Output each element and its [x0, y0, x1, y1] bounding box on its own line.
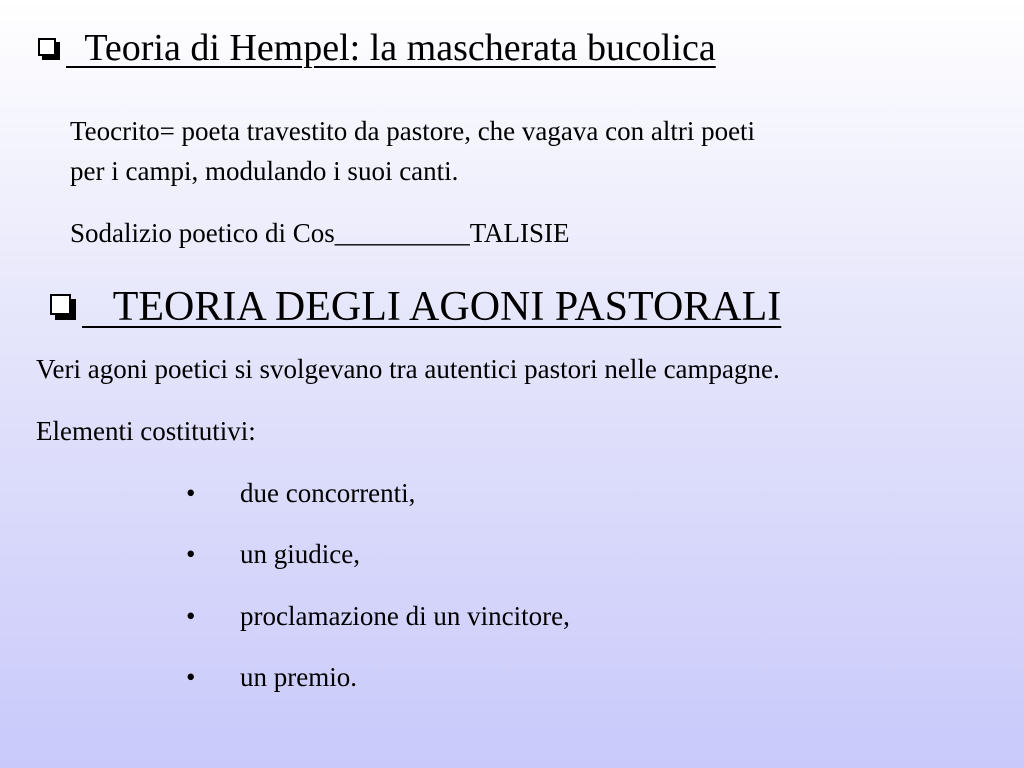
elementi-label: Elementi costitutivi: — [36, 416, 256, 446]
list-item — [186, 657, 357, 697]
checkbox-bullet-icon — [38, 38, 60, 60]
section-heading-agoni-text: TEORIA DEGLI AGONI PASTORALI — [82, 284, 782, 330]
list-item-text: due concorrenti, — [240, 478, 416, 508]
bullet-dot-icon: • — [186, 601, 196, 631]
list-item — [186, 596, 570, 636]
section-heading-hempel — [38, 26, 716, 70]
bullet-dot-icon: • — [186, 539, 196, 569]
list-item-text: un giudice, — [240, 539, 360, 569]
bullet-dot-icon: • — [186, 662, 196, 692]
list-item-text: proclamazione di un vincitore, — [240, 601, 570, 631]
checkbox-bullet-icon — [50, 294, 76, 320]
agoni-description: Veri agoni poetici si svolgevano tra autentici pastori nelle campagne. — [36, 354, 780, 384]
teocrito-line-2: per i campi, modulando i suoi canti. — [70, 156, 459, 186]
list-item — [186, 473, 415, 513]
list-item — [186, 534, 360, 574]
section-heading-agoni — [50, 283, 781, 331]
list-item-text: un premio. — [240, 662, 357, 692]
sodalizio-text: Sodalizio poetico di Cos__________TALISIE — [70, 218, 570, 248]
bullet-dot-icon: • — [186, 478, 196, 508]
teocrito-line-1: Teocrito= poeta travestito da pastore, che vagava con altri poeti — [70, 116, 756, 146]
section-heading-hempel-text: Teoria di Hempel: la mascherata bucolica — [66, 27, 716, 69]
